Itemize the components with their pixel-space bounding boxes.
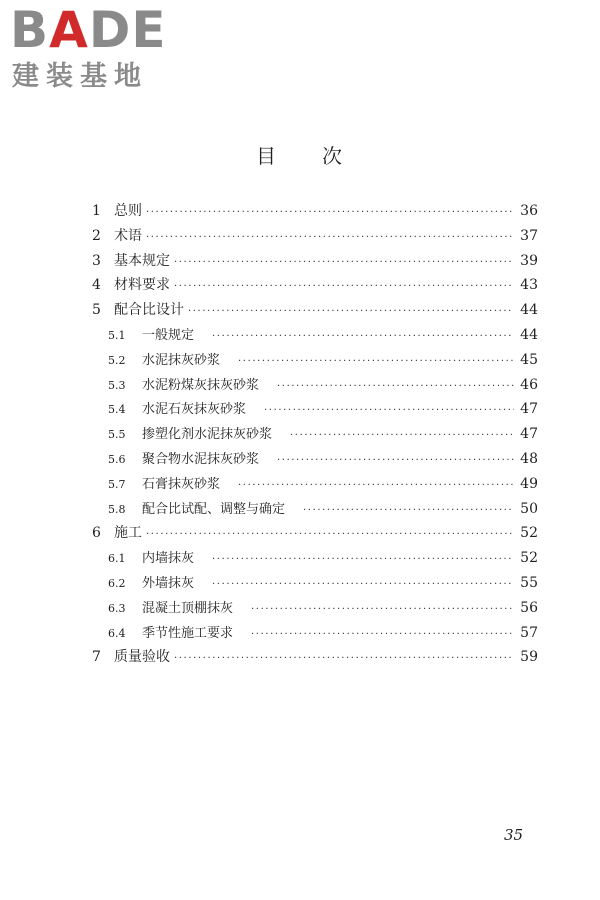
toc-entry-label: 术语: [114, 227, 142, 244]
toc-entry-number: 2: [92, 227, 101, 244]
toc-dot-leader: [198, 579, 514, 590]
toc-entry-number: 5.1: [108, 328, 126, 342]
toc-entry-label: 内墙抹灰: [142, 551, 195, 567]
toc-entry[interactable]: [92, 473, 538, 498]
toc-entry-page: 46: [520, 376, 538, 393]
toc-entry-number: 5.5: [108, 428, 126, 442]
toc-entry[interactable]: [92, 274, 538, 299]
toc-entry[interactable]: [92, 324, 538, 349]
toc-entry[interactable]: [92, 597, 538, 622]
toc-entry-number: 5.7: [108, 477, 126, 491]
toc-entry-number: 6.2: [108, 576, 126, 590]
toc-entry[interactable]: [92, 299, 538, 324]
toc-entry-label: 石膏抹灰砂浆: [142, 476, 221, 492]
toc-entry-page: 55: [520, 574, 538, 591]
toc-entry-page: 52: [520, 525, 538, 542]
toc-entry[interactable]: [92, 423, 538, 448]
toc-dot-leader: [263, 381, 514, 392]
toc-entry[interactable]: [92, 522, 538, 547]
toc-dot-leader: [276, 430, 514, 441]
logo-letter-b: B: [10, 1, 50, 59]
logo-wordmark: [10, 1, 167, 59]
toc-entry[interactable]: [92, 374, 538, 399]
toc-entry-number: 6.3: [108, 601, 126, 615]
toc-entry[interactable]: [92, 398, 538, 423]
page-number: 35: [504, 826, 524, 844]
toc-entry-number: 5.3: [108, 378, 126, 392]
toc-entry-page: 52: [520, 550, 538, 567]
toc-entry-label: 外墙抹灰: [142, 575, 195, 591]
toc-dot-leader: [146, 529, 514, 540]
table-of-contents: [92, 200, 538, 671]
toc-entry[interactable]: [92, 225, 538, 250]
toc-entry[interactable]: [92, 547, 538, 572]
toc-dot-leader: [198, 331, 514, 342]
toc-dot-leader: [263, 455, 514, 466]
toc-title: [0, 140, 600, 169]
toc-entry-number: 4: [92, 277, 101, 294]
toc-entry-label: 总则: [114, 203, 142, 219]
toc-entry-label: 一般规定: [142, 327, 195, 343]
logo-letter-a: A: [49, 1, 89, 59]
toc-dot-leader: [188, 306, 514, 317]
toc-entry-number: 5.2: [108, 353, 126, 367]
toc-dot-leader: [237, 604, 514, 615]
toc-entry-page: 44: [520, 302, 538, 319]
toc-dot-leader: [174, 281, 514, 292]
toc-entry-label: 质量验收: [114, 649, 170, 666]
toc-entry-number: 6.4: [108, 626, 126, 640]
toc-entry-number: 5: [92, 302, 101, 319]
toc-entry-page: 59: [520, 649, 538, 666]
toc-entry-number: 3: [92, 252, 101, 269]
toc-entry-page: 48: [520, 450, 538, 467]
toc-entry-label: 施工: [114, 525, 142, 542]
toc-entry-page: 45: [520, 351, 538, 368]
toc-dot-leader: [174, 653, 514, 664]
toc-entry-label: 水泥石灰抹灰砂浆: [142, 402, 247, 418]
toc-entry-label: 掺塑化剂水泥抹灰砂浆: [142, 427, 273, 443]
toc-entry-label: 配合比设计: [114, 302, 184, 319]
toc-entry-page: 47: [520, 401, 538, 418]
toc-dot-leader: [146, 207, 514, 218]
logo-subtitle: 建装基地: [12, 61, 148, 92]
toc-entry-label: 混凝土顶棚抹灰: [142, 600, 234, 616]
toc-entry-label: 聚合物水泥抹灰砂浆: [142, 451, 260, 467]
toc-dot-leader: [250, 405, 514, 416]
toc-entry[interactable]: [92, 622, 538, 647]
toc-entry-label: 水泥抹灰砂浆: [142, 352, 221, 368]
toc-entry[interactable]: [92, 498, 538, 523]
toc-entry-number: 5.8: [108, 502, 126, 516]
toc-dot-leader: [224, 480, 514, 491]
toc-entry-page: 47: [520, 426, 538, 443]
toc-entry-page: 37: [520, 227, 538, 244]
toc-entry-page: 56: [520, 599, 538, 616]
toc-entry-number: 6.1: [108, 552, 126, 566]
toc-entry-label: 基本规定: [114, 252, 170, 269]
toc-entry-label: 水泥粉煤灰抹灰砂浆: [142, 377, 260, 393]
toc-entry-page: 44: [520, 326, 538, 343]
toc-entry-page: 39: [520, 252, 538, 269]
toc-entry[interactable]: [92, 250, 538, 275]
toc-entry-number: 5.6: [108, 452, 126, 466]
toc-dot-leader: [237, 629, 514, 640]
bade-logo: [10, 1, 180, 94]
toc-entry-page: 36: [520, 203, 538, 219]
toc-dot-leader: [174, 257, 514, 268]
toc-entry-label: 配合比试配、调整与确定: [142, 501, 286, 517]
toc-entry-number: 1: [92, 203, 101, 219]
toc-entry[interactable]: [92, 200, 538, 225]
toc-entry[interactable]: [92, 448, 538, 473]
toc-entry[interactable]: [92, 572, 538, 597]
toc-dot-leader: [224, 356, 514, 367]
toc-entry-page: 50: [520, 500, 538, 517]
toc-entry[interactable]: [92, 349, 538, 374]
toc-entry-page: 57: [520, 624, 538, 641]
toc-entry-page: 43: [520, 277, 538, 294]
logo-letter-d: D: [88, 1, 132, 59]
toc-title-first: 目: [256, 144, 278, 168]
toc-entry-label: 材料要求: [114, 277, 170, 294]
toc-dot-leader: [146, 232, 514, 243]
toc-entry-page: 49: [520, 475, 538, 492]
toc-entry[interactable]: [92, 646, 538, 671]
logo-letter-e: E: [131, 1, 167, 59]
toc-title-second: 次: [322, 144, 344, 168]
toc-entry-number: 5.4: [108, 403, 126, 417]
toc-entry-number: 6: [92, 525, 101, 542]
toc-entry-label: 季节性施工要求: [142, 625, 234, 641]
toc-dot-leader: [198, 554, 514, 565]
toc-entry-number: 7: [92, 649, 101, 666]
toc-dot-leader: [289, 505, 514, 516]
